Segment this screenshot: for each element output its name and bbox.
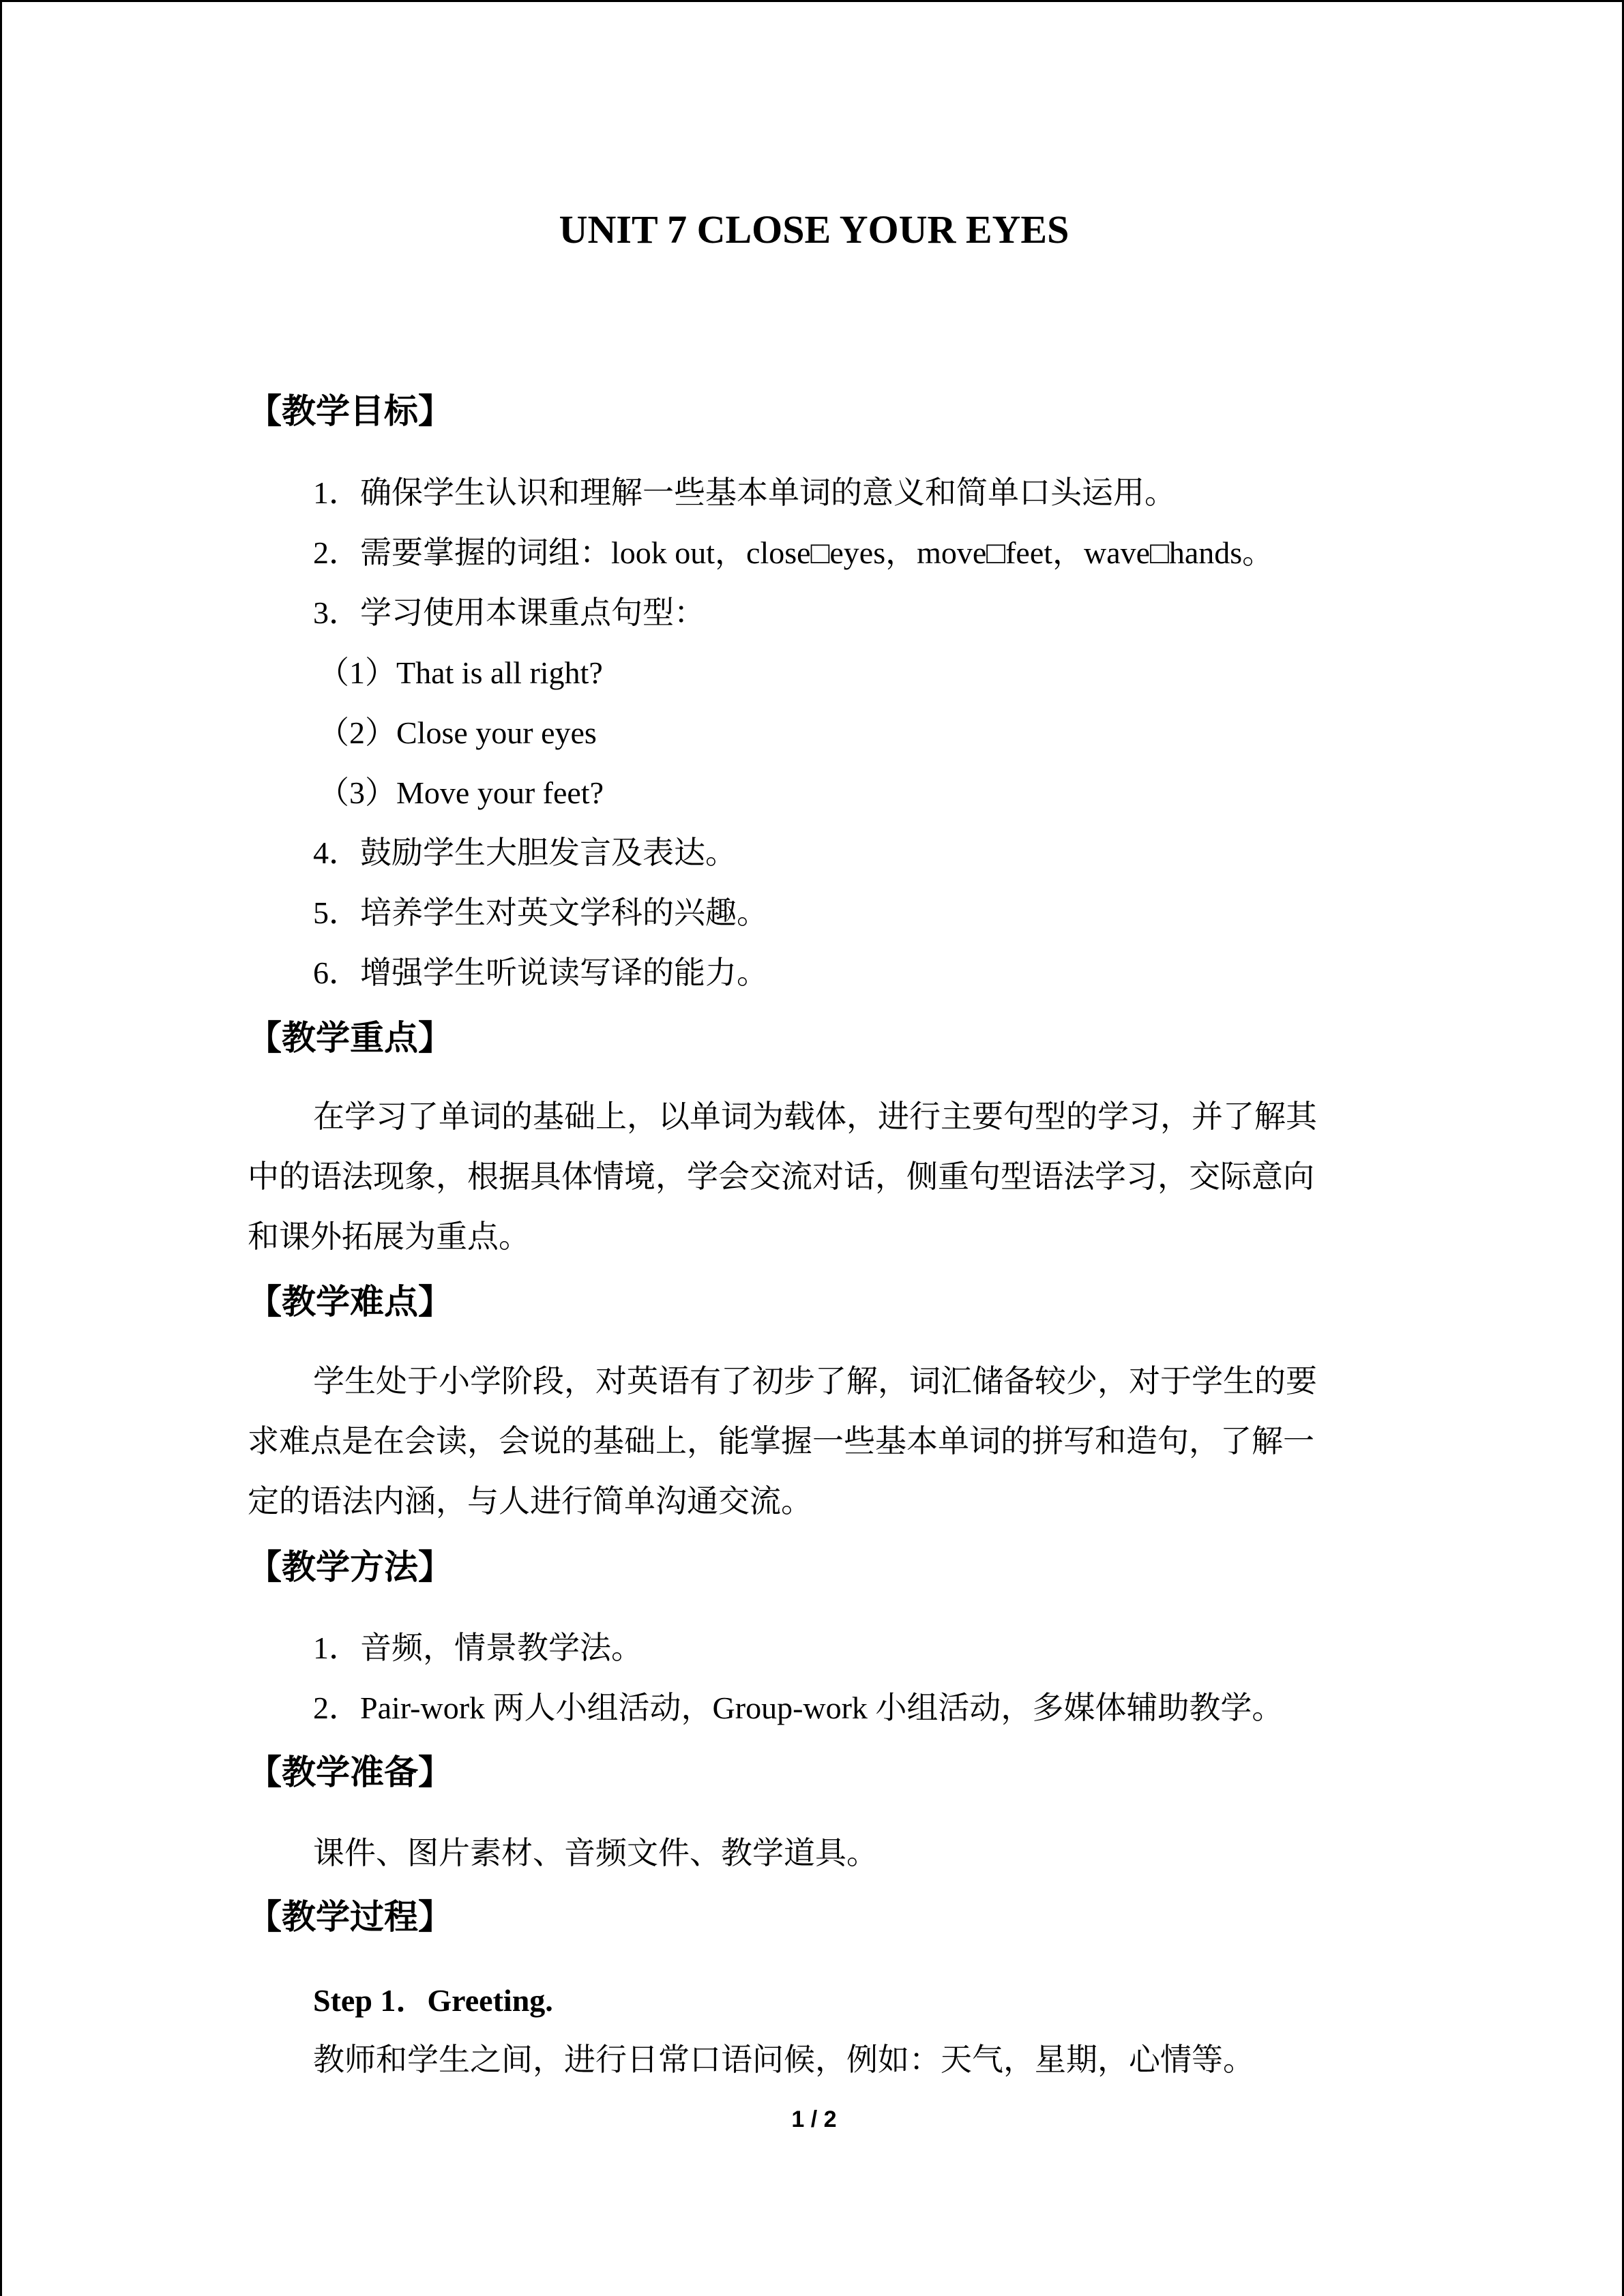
key-points-paragraph-line: 中的语法现象，根据具体情境，学会交流对话，侧重句型语法学习，交际意向 (248, 1159, 1314, 1194)
method-item: 2．Pair-work 两人小组活动，Group-work 小组活动，多媒体辅助教学。 (313, 1690, 1284, 1725)
goal-item: 5．培养学生对英文学科的兴趣。 (313, 895, 768, 930)
difficulties-paragraph-line: 学生处于小学阶段，对英语有了初步了解，词汇储备较少，对于学生的要 (313, 1364, 1317, 1399)
preparation-text: 课件、图片素材、音频文件、教学道具。 (313, 1836, 878, 1870)
method-item: 1．音频，情景教学法。 (313, 1630, 643, 1665)
difficulties-paragraph-line: 定的语法内涵，与人进行简单沟通交流。 (248, 1484, 812, 1519)
goal-sub-item: （3）Move your feet? (318, 775, 604, 810)
goal-item: 1．确保学生认识和理解一些基本单词的意义和简单口头运用。 (313, 475, 1176, 510)
goal-sub-item: （1）That is all right? (318, 655, 603, 690)
page-number: 1 / 2 (791, 2106, 837, 2132)
step-title: Step 1．Greeting. (313, 1983, 553, 2018)
goal-item: 3．学习使用本课重点句型： (313, 595, 705, 630)
key-points-paragraph-line: 在学习了单词的基础上，以单词为载体，进行主要句型的学习，并了解其 (313, 1099, 1317, 1134)
key-points-paragraph-line: 和课外拓展为重点。 (248, 1219, 530, 1254)
section-heading-preparation: 【教学准备】 (248, 1753, 452, 1792)
difficulties-paragraph-line: 求难点是在会读，会说的基础上，能掌握一些基本单词的拼写和造句，了解一 (248, 1424, 1314, 1459)
step-text: 教师和学生之间，进行日常口语问候，例如：天气，星期，心情等。 (313, 2042, 1254, 2077)
section-heading-difficulties: 【教学难点】 (248, 1282, 452, 1322)
document-title: UNIT 7 CLOSE YOUR EYES (559, 207, 1069, 252)
goal-item: 4．鼓励学生大胆发言及表达。 (313, 835, 737, 870)
goal-sub-item: （2）Close your eyes (318, 715, 597, 750)
goal-item: 6．增强学生听说读写译的能力。 (313, 955, 768, 990)
section-heading-process: 【教学过程】 (248, 1897, 452, 1937)
goal-item: 2．需要掌握的词组：look out，close□eyes，move□feet，wave□hands。 (313, 535, 1274, 570)
section-heading-key-points: 【教学重点】 (248, 1018, 452, 1058)
section-heading-goals: 【教学目标】 (248, 391, 452, 431)
section-heading-methods: 【教学方法】 (248, 1547, 452, 1587)
